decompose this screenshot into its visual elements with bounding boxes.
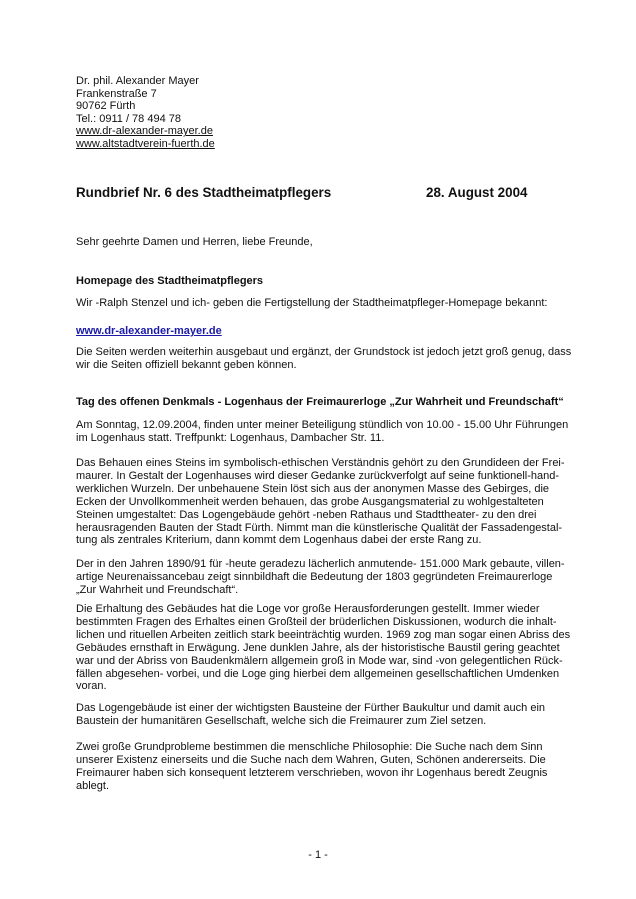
- paragraph-4: [76, 603, 571, 693]
- sender-phone: Tel.: 0911 / 78 494 78: [76, 112, 181, 125]
- homepage-paragraph: [76, 346, 571, 372]
- text-line: ablegt.: [76, 779, 110, 792]
- text-line: werklichen Wurzeln. Der unbehauene Stein löst sich aus der anonymen Masse des Gebirges, die: [76, 482, 550, 495]
- text-line: Steinen umgestaltet: Das Logengebäude gehört -neben Rathaus und Stadttheater- zu den drei: [76, 508, 537, 521]
- text-line: Der in den Jahren 1890/91 für -heute geradezu lächerlich anmutende- 151.000 Mark gebaute, villen-: [76, 558, 565, 570]
- section-heading-denkmal: Tag des offenen Denkmals - Logenhaus der Freimaurerloge „Zur Wahrheit und Freundschaft“: [76, 396, 564, 408]
- text-line: Das Logengebäude ist einer der wichtigsten Bausteine der Fürther Baukultur und damit auch ein: [76, 702, 546, 714]
- text-line: artige Neurenaissancebau zeigt sinnbildhaft die Bedeutung der 1803 gegründeten Freimaurerloge: [76, 570, 553, 583]
- paragraph-3: [76, 558, 571, 597]
- sender-website-link[interactable]: www.dr-alexander-mayer.de: [76, 125, 213, 138]
- sender-address-block: [76, 75, 215, 151]
- text-line: Die Seiten werden weiterhin ausgebaut und ergänzt, der Grundstock ist jedoch jetzt groß genug, dass: [76, 346, 572, 358]
- text-line: war und der Abriss von Baudenkmälern allgemein groß in Mode war, sind -von gelegentlichen Rück-: [76, 654, 563, 667]
- text-line: tung als zentrales Kriterium, dann kommt dem Logenhaus dabei der erste Rang zu.: [76, 534, 482, 547]
- text-line: herausragenden Bauten der Stadt Fürth. Nimmt man die künstlerische Qualität der Fassadengestal-: [76, 521, 563, 534]
- text-line: „Zur Wahrheit und Freundschaft“.: [76, 583, 239, 596]
- text-line: maurer. In Gestalt der Logenhauses wird dieser Gedanke zurückverfolgt auf seine funktionell-hand-: [76, 469, 560, 482]
- text-line: Ecken der Unvollkommenheit werden behauen, das grobe Ausgangsmaterial zu wohlgestalteten: [76, 495, 544, 508]
- page-number: - 1 -: [308, 849, 328, 861]
- text-line: lichen und rituellen Arbeiten zeitlich stark beeinträchtig wurden. 1969 zog man sogar einen Abriss des: [76, 628, 571, 641]
- text-line: bestimmten Fragen des Erhaltes einen Großteil der brüderlichen Diskussionen, wodurch die inhalt-: [76, 615, 557, 628]
- letter-title: Rundbrief Nr. 6 des Stadtheimatpflegers: [76, 185, 332, 200]
- text-line: voran.: [76, 680, 107, 693]
- section-heading-homepage: Homepage des Stadtheimatpflegers: [76, 275, 264, 287]
- letter-title-row: [76, 185, 528, 200]
- text-line: fällen abgesehen- vorbei, und die Loge ging hierbei dem allgemeinen gesellschaftlichen Umdenken: [76, 667, 560, 680]
- paragraph-5: [76, 702, 571, 728]
- paragraph-1: [76, 419, 571, 445]
- text-line: unserer Existenz einerseits und die Suche nach dem Wahren, Guten, Schönen andererseits. Die: [76, 753, 546, 766]
- text-line: wir die Seiten offiziell bekannt geben können.: [76, 358, 297, 371]
- text-line: Die Erhaltung des Gebäudes hat die Loge vor große Herausforderungen gestellt. Immer wieder: [76, 603, 540, 615]
- text-line: Freimaurer haben sich konsequent letzterem verschrieben, wovon ihr Logenhaus beredt Zeugnis: [76, 766, 548, 779]
- text-line: Zwei große Grundprobleme bestimmen die menschliche Philosophie: Die Suche nach dem Sinn: [76, 741, 543, 753]
- salutation: Sehr geehrte Damen und Herren, liebe Freunde,: [76, 236, 313, 248]
- letter-date: 28. August 2004: [426, 185, 528, 200]
- sender-street: Frankenstraße 7: [76, 87, 157, 100]
- text-line: im Logenhaus statt. Treffpunkt: Logenhaus, Dambacher Str. 11.: [76, 431, 385, 444]
- sender-city: 90762 Fürth: [76, 100, 136, 113]
- sender-name: Dr. phil. Alexander Mayer: [76, 75, 199, 87]
- paragraph-2: [76, 457, 571, 547]
- text-line: Das Behauen eines Steins im symbolisch-ethischen Verständnis gehört zu den Grundideen der Frei-: [76, 457, 565, 469]
- text-line: Am Sonntag, 12.09.2004, finden unter meiner Beteiligung stündlich von 10.00 - 15.00 Uhr Führungen: [76, 419, 569, 431]
- text-line: Gebäudes ernsthaft in Erwägung. Jene dunklen Jahre, als der historistische Baustil gering geachtet: [76, 641, 560, 654]
- altstadtverein-website-link[interactable]: www.altstadtverein-fuerth.de: [76, 137, 215, 150]
- text-line: Baustein der humanitären Gesellschaft, welche sich die Freimaurer zum Ziel setzen.: [76, 714, 487, 727]
- paragraph-6: [76, 741, 571, 793]
- homepage-link[interactable]: www.dr-alexander-mayer.de: [76, 325, 222, 337]
- homepage-intro: Wir -Ralph Stenzel und ich- geben die Fertigstellung der Stadtheimatpfleger-Homepage bekannt:: [76, 297, 548, 309]
